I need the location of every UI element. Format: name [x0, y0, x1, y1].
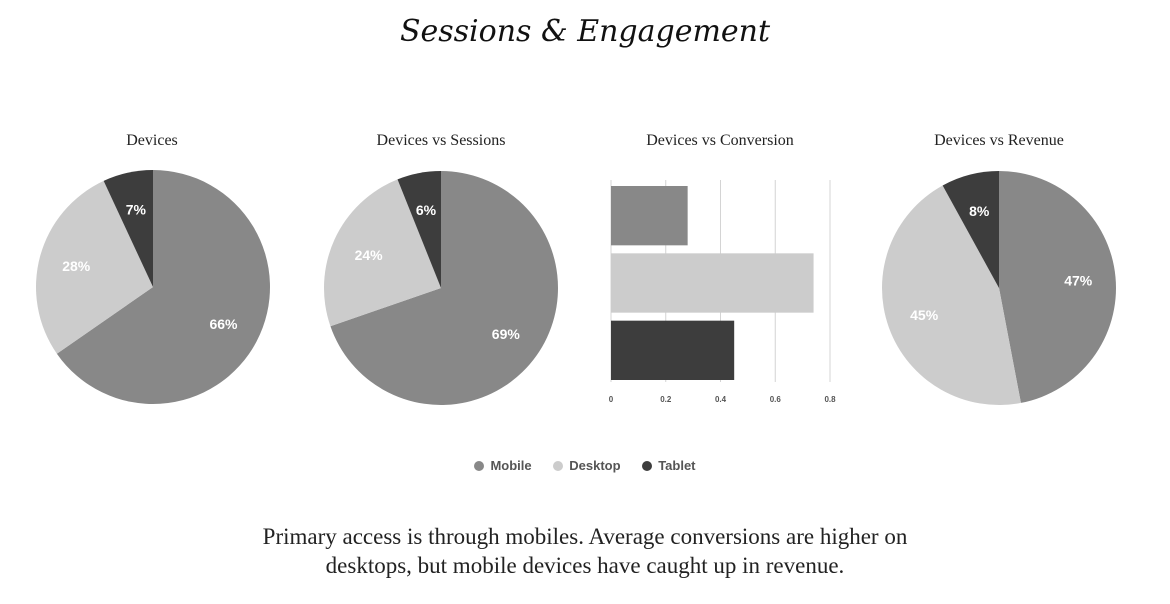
legend-item-desktop [553, 458, 620, 473]
legend-swatch-tablet [642, 461, 652, 471]
legend-swatch-desktop [553, 461, 563, 471]
legend-label-desktop: Desktop [569, 458, 621, 473]
page-title: Sessions & Engagement [399, 14, 771, 49]
caption-line-1: Primary access is through mobiles. Average conversions are higher on [262, 524, 908, 549]
pie-label-mobile: 66% [209, 315, 238, 332]
pie-label-desktop: 24% [354, 246, 383, 263]
legend-item-mobile [474, 458, 531, 473]
bar-mobile [611, 186, 688, 245]
legend-item-tablet [642, 458, 695, 473]
legend [0, 458, 1170, 473]
bar-tablet [611, 321, 734, 380]
chart-title-devices-vs-revenue: Devices vs Revenue [934, 132, 1064, 149]
chart-title-devices-vs-sessions: Devices vs Sessions [376, 132, 506, 149]
x-tick-label: 0.6 [769, 395, 781, 404]
pie-label-desktop: 28% [62, 258, 91, 275]
pie-chart-devices [36, 170, 270, 404]
legend-swatch-mobile [474, 461, 484, 471]
pie-label-tablet: 7% [125, 201, 146, 218]
pie-label-tablet: 8% [969, 202, 990, 219]
caption-line-2: desktops, but mobile devices have caught up in revenue. [325, 553, 845, 578]
legend-label-tablet: Tablet [658, 458, 696, 473]
legend-label-mobile: Mobile [490, 458, 532, 473]
x-tick-label: 0.4 [714, 395, 727, 404]
x-tick-label: 0 [608, 395, 614, 404]
caption [0, 522, 1170, 580]
bar-desktop [611, 253, 814, 312]
pie-label-mobile: 47% [1064, 272, 1093, 289]
pie-label-desktop: 45% [910, 306, 939, 323]
chart-title-devices: Devices [126, 132, 178, 149]
pie-label-mobile: 69% [491, 326, 520, 343]
pie-slice-mobile [999, 171, 1116, 403]
bar-chart-devices-vs-conversion [600, 176, 850, 410]
pie-label-tablet: 6% [415, 201, 437, 218]
x-tick-label: 0.8 [824, 395, 836, 404]
pie-chart-devices-vs-revenue [882, 171, 1116, 405]
pie-chart-devices-vs-sessions [324, 171, 558, 405]
x-tick-label: 0.2 [660, 395, 672, 404]
chart-title-devices-vs-conversion: Devices vs Conversion [646, 132, 794, 149]
